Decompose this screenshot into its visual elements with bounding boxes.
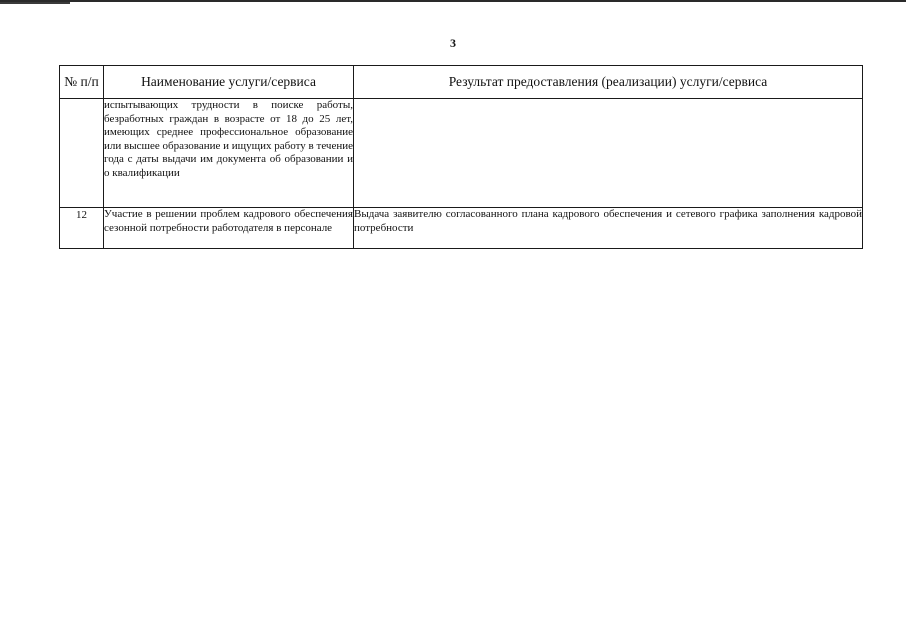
row-name: испытывающих трудности в поиске работы, безработных граждан в возрасте от 18 до 25 лет, имеющих среднее профессиональное образование или высшее образование и ищущих работу в течение года с даты выдачи им документа об образовании и о квалификации — [104, 99, 354, 208]
header-name: Наименование услуги/сервиса — [104, 66, 354, 99]
services-table — [59, 65, 863, 249]
header-result: Результат предоставления (реализации) услуги/сервиса — [354, 66, 863, 99]
scan-edge-top-left — [0, 2, 70, 4]
table-row — [60, 208, 863, 249]
table-header-row — [60, 66, 863, 99]
row-name: Участие в решении проблем кадрового обеспечения сезонной потребности работодателя в персонале — [104, 208, 354, 249]
header-num: № п/п — [60, 66, 104, 99]
table-row — [60, 99, 863, 208]
page-number: 3 — [450, 36, 456, 50]
scan-edge-top — [0, 0, 906, 2]
row-result: Выдача заявителю согласованного плана кадрового обеспечения и сетевого графика заполнения кадровой потребности — [354, 208, 863, 249]
row-num: 12 — [60, 208, 104, 249]
row-num — [60, 99, 104, 208]
row-result — [354, 99, 863, 208]
